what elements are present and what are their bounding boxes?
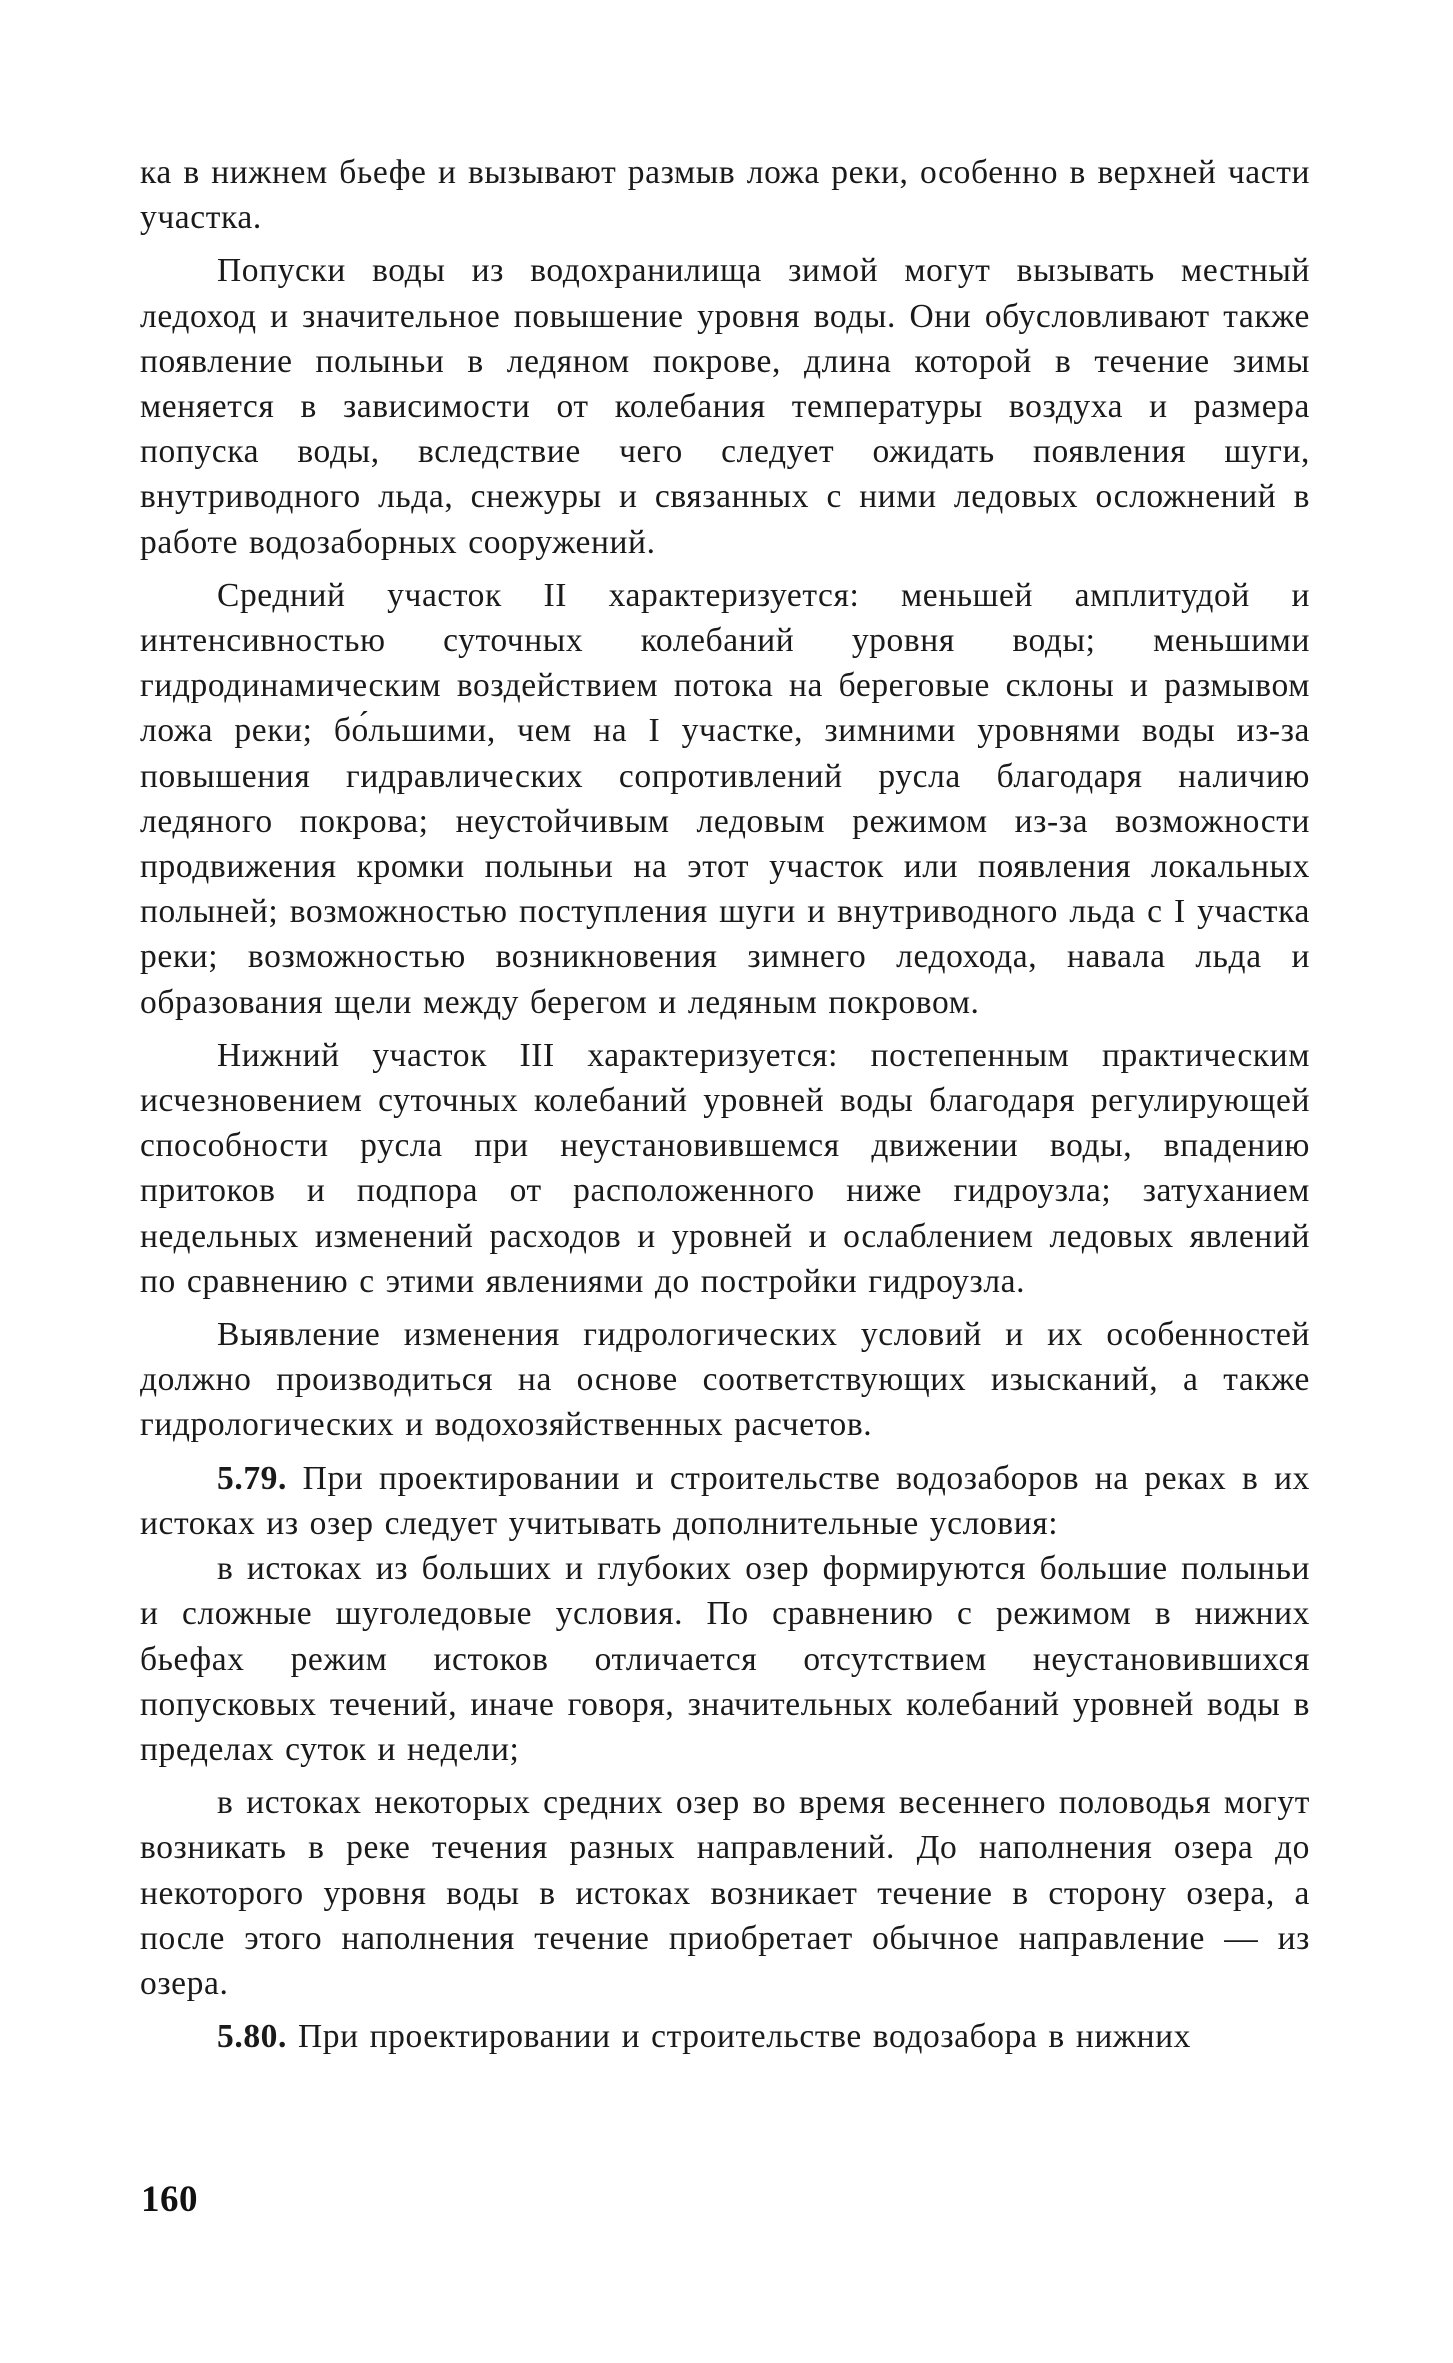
paragraph-continuation [140, 150, 1310, 240]
paragraph-text: Попуски воды из водохранилища зимой могут вызывать местный ледоход и значительное повышение уровня воды. Они обусловливают также появление полыньи в ледяном покрове, длина которой в течение зимы меняется в зависимости от колебания температуры воздуха и размера попуска воды, вследствие чего следует ожидать появления шуги, внутриводного льда, снежуры и связанных с ними ледовых осложнений в работе водозаборных сооружений. [140, 252, 1310, 561]
paragraph-text: При проектировании и строительстве водозабора в нижних [297, 2018, 1192, 2056]
paragraph-medium-lakes [140, 1780, 1310, 2006]
paragraph-lower-section [140, 1033, 1310, 1304]
paragraph-large-lakes [140, 1546, 1310, 1772]
paragraph-middle-section [140, 573, 1310, 1025]
paragraph-water-releases [140, 248, 1310, 564]
paragraph-identification [140, 1312, 1310, 1448]
paragraph-text: в истоках некоторых средних озер во время весеннего половодья могут возникать в реке течения разных направлений. До наполнения озера до некоторого уровня воды в истоках возникает течение в сторону озера, а после этого наполнения течение приобретает обычное направление — из озера. [140, 1784, 1310, 2002]
paragraph-text: ка в нижнем бьефе и вызывают размыв ложа реки, особенно в верхней части участка. [140, 154, 1310, 237]
section-number: 5.79. [217, 1459, 287, 1497]
paragraph-text: Выявление изменения гидрологических условий и их особенностей должно производиться на основе соответствующих изысканий, а также гидрологических и водохозяйственных расчетов. [140, 1316, 1310, 1444]
section-5-79 [140, 1456, 1310, 1546]
paragraph-text: Нижний участок III характеризуется: постепенным практическим исчезновением суточных колебаний уровней воды благодаря регулирующей способности русла при неустановившемся движении воды, впадению притоков и подпора от расположенного ниже гидроузла; затуханием недельных изменений расходов и уровней и ослаблением ледовых явлений по сравнению с этими явлениями до постройки гидроузла. [140, 1036, 1310, 1300]
section-number: 5.80. [217, 2018, 287, 2056]
page-number: 160 [141, 2179, 198, 2220]
paragraph-text: При проектировании и строительстве водозаборов на реках в их истоках из озер следует учитывать дополнительные условия: [140, 1459, 1310, 1542]
section-5-80 [140, 2014, 1310, 2059]
paragraph-text: в истоках из больших и глубоких озер формируются большие полыньи и сложные шуголедовые условия. По сравнению с режимом в нижних бьефах режим истоков отличается отсутствием неустановившихся попусковых течений, иначе говоря, значительных колебаний уровней воды в пределах суток и недели; [140, 1550, 1310, 1768]
paragraph-text: Средний участок II характеризуется: меньшей амплитудой и интенсивностью суточных колебаний уровня воды; меньшими гидродинамическим воздействием потока на береговые склоны и размывом ложа реки; бо́льшими, чем на I участке, зимними уровнями воды из-за повышения гидравлических сопротивлений русла благодаря наличию ледяного покрова; неустойчивым ледовым режимом из-за возможности продвижения кромки полыньи на этот участок или появления локальных полыней; возможностью поступления шуги и внутриводного льда с I участка реки; возможностью возникновения зимнего ледохода, навала льда и образования щели между берегом и ледяным покровом. [140, 576, 1310, 1021]
page-body [140, 150, 1310, 2059]
